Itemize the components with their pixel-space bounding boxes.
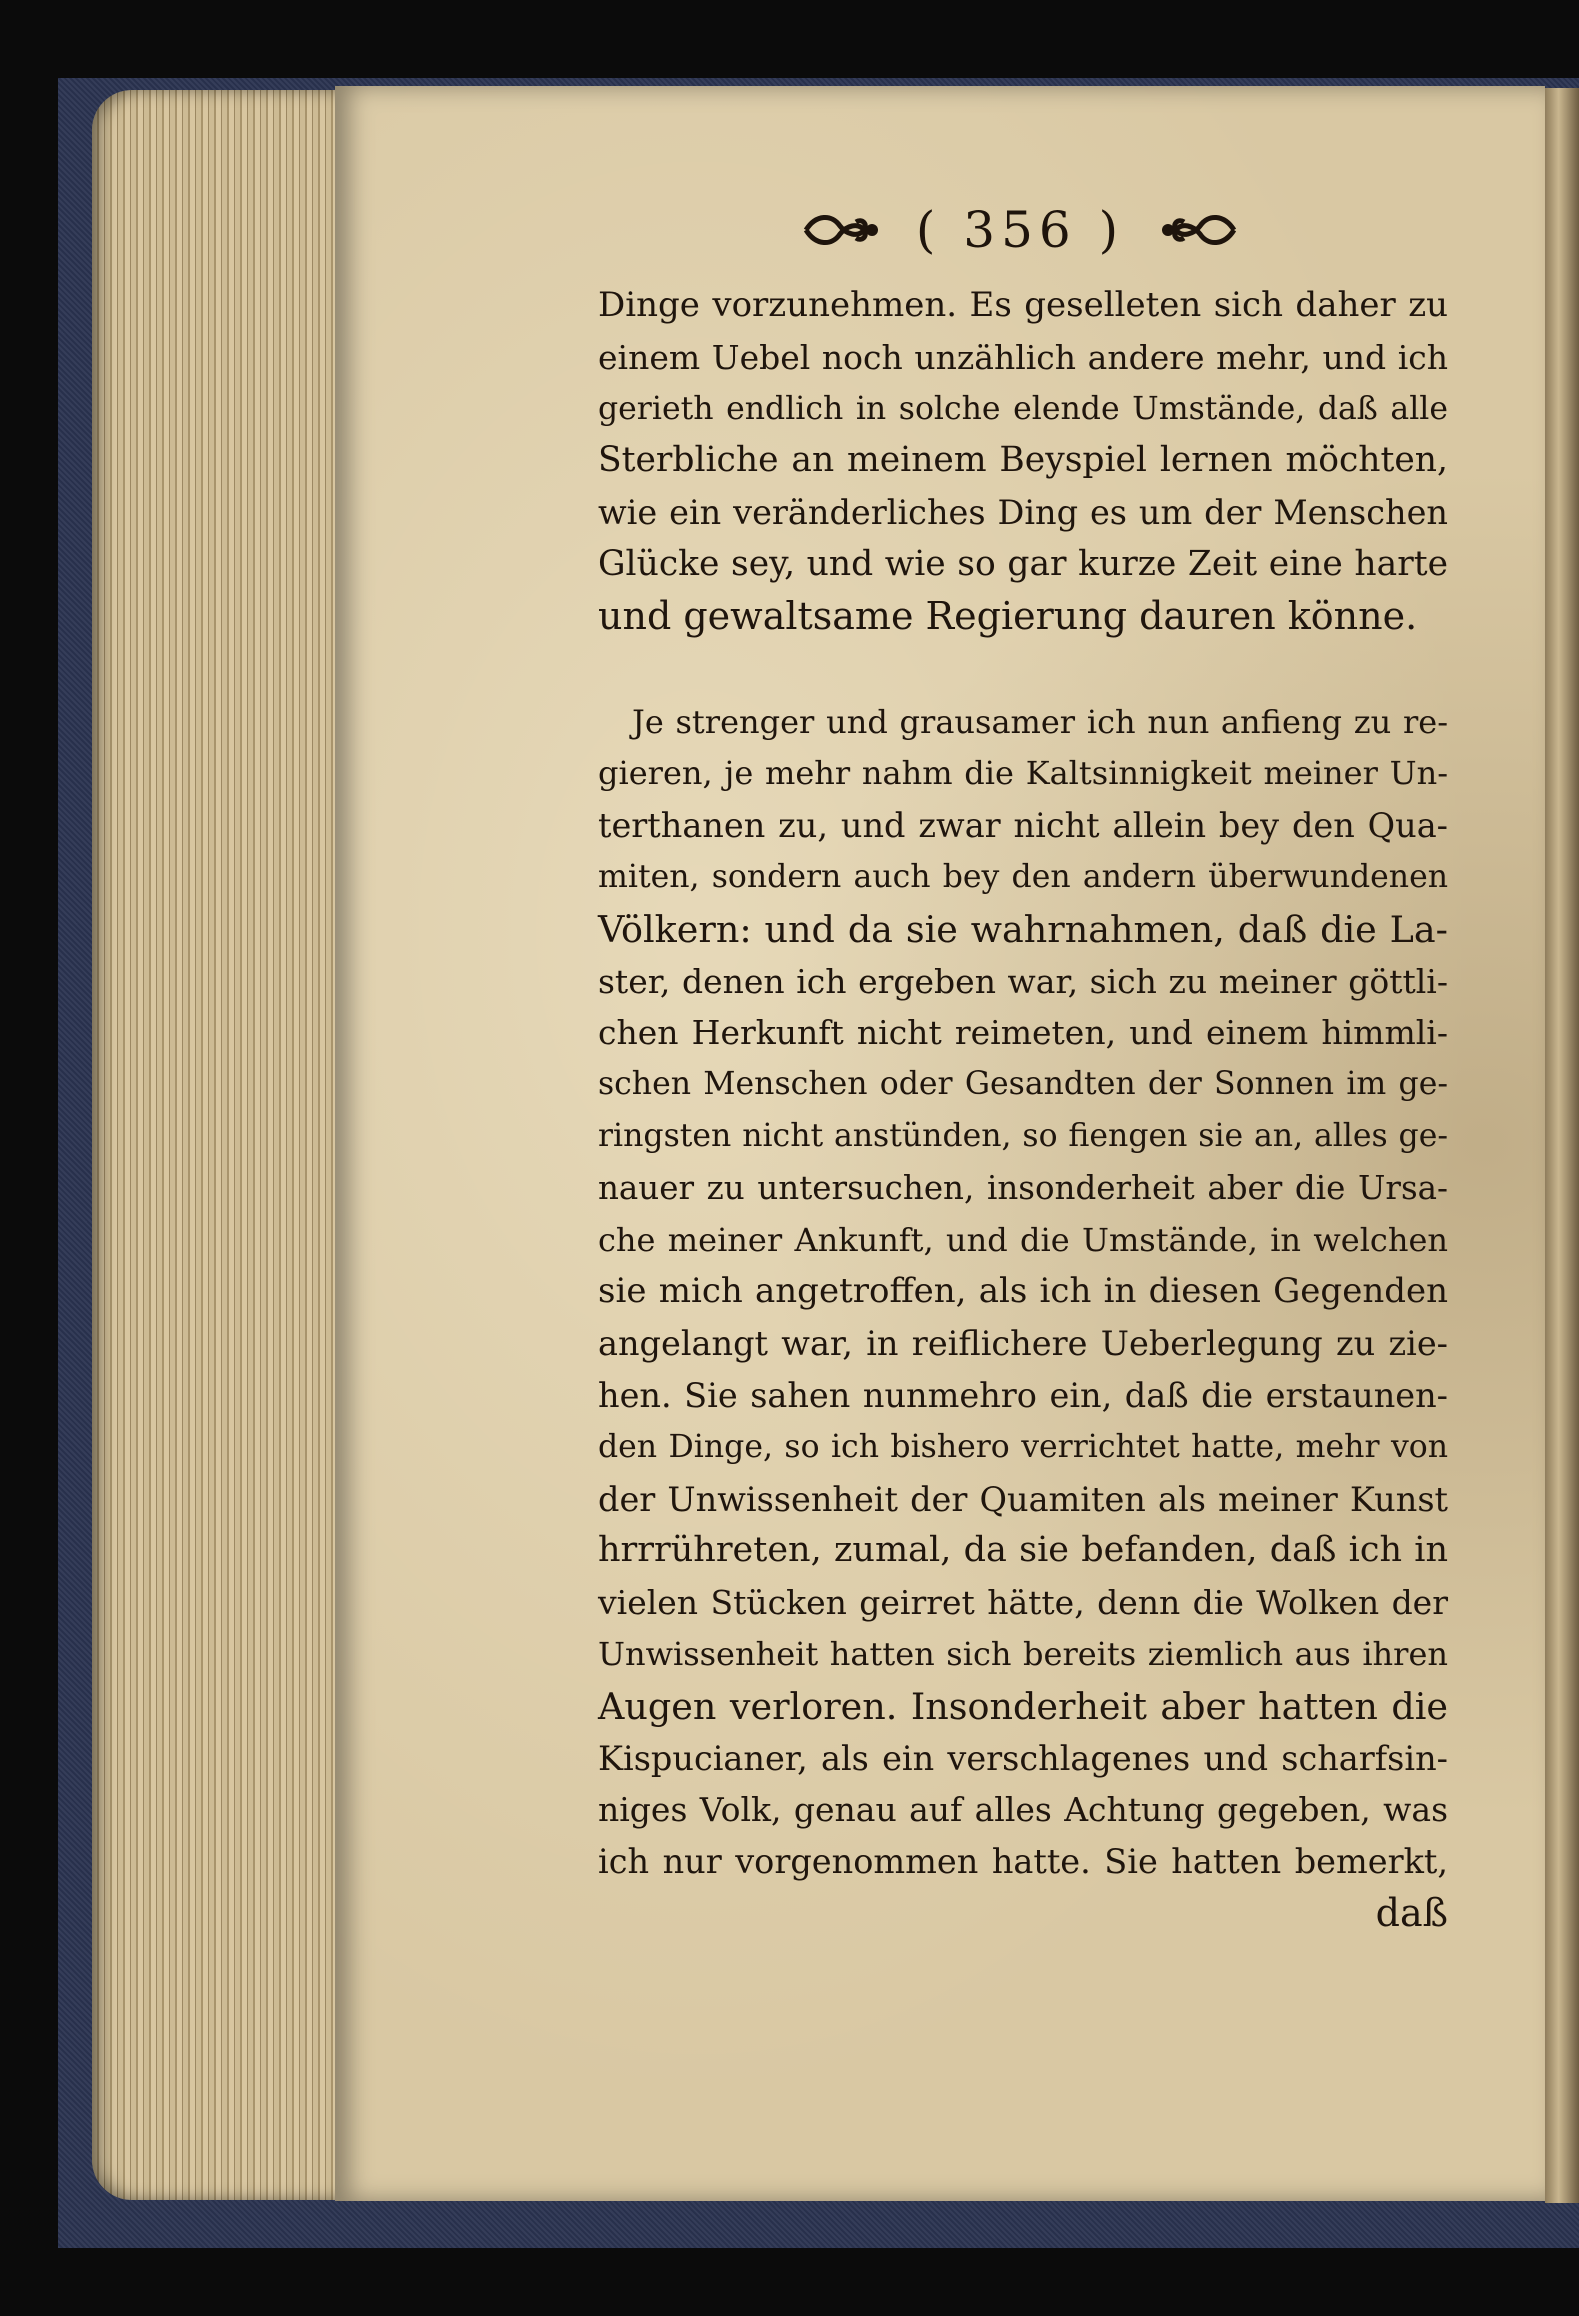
text-line: nauer zu untersuchen, insonderheit aber die Ursa-	[598, 1168, 1448, 1207]
text-line: angelangt war, in reiflichere Ueberlegung zu zie-	[598, 1324, 1448, 1364]
paragraph-gap	[598, 643, 1448, 697]
left-ornament-icon	[802, 208, 882, 252]
text-line: sie mich angetroffen, als ich in diesen Gegenden	[598, 1271, 1448, 1312]
text-line: Völkern: und da sie wahrnahmen, daß die La-	[598, 907, 1448, 951]
catchword: daß	[1375, 1890, 1448, 1935]
text-line: terthanen zu, und zwar nicht allein bey den Qua-	[598, 806, 1448, 846]
text-line: chen Herkunft nicht reimeten, und einem himmli-	[598, 1013, 1448, 1053]
page-number: ( 356 )	[915, 201, 1125, 259]
text-line: Dinge vorzunehmen. Es geselleten sich daher zu	[598, 285, 1448, 325]
text-line: gerieth endlich in solche elende Umstände, daß alle	[598, 390, 1448, 427]
page-gutter	[1545, 88, 1579, 2203]
text-line: Augen verloren. Insonderheit aber hatten die	[598, 1684, 1448, 1728]
text-line: Glücke sey, und wie so gar kurze Zeit eine harte	[598, 543, 1448, 584]
text-line: Je strenger und grausamer ich nun anfieng zu re-	[632, 702, 1448, 741]
text-line: der Unwissenheit der Quamiten als meiner Kunst	[598, 1479, 1448, 1519]
text-line: hen. Sie sahen nunmehro ein, daß die erstaunen-	[598, 1375, 1448, 1415]
page-edges	[92, 90, 347, 2200]
right-ornament-icon	[1158, 208, 1238, 252]
text-line: vielen Stücken geirret hätte, denn die Wolken der	[598, 1583, 1448, 1623]
paragraph-2	[598, 697, 1448, 1888]
text-line: den Dinge, so ich bishero verrichtet hatte, mehr von	[598, 1428, 1448, 1465]
text-line: Unwissenheit hatten sich bereits ziemlich aus ihren	[598, 1634, 1448, 1673]
text-line: wie ein veränderliches Ding es um der Menschen	[598, 493, 1448, 533]
text-line: schen Menschen oder Gesandten der Sonnen im ge-	[598, 1066, 1448, 1103]
text-line: Sterbliche an meinem Beyspiel lernen möchten,	[598, 440, 1448, 481]
body-text	[598, 280, 1448, 1940]
text-line: niges Volk, genau auf alles Achtung gegeben, was	[598, 1790, 1448, 1830]
paragraph-1	[598, 280, 1448, 643]
text-line: hrrrühreten, zumal, da sie befanden, daß ich in	[598, 1530, 1448, 1571]
text-line: ich nur vorgenommen hatte. Sie hatten bemerkt,	[598, 1842, 1448, 1882]
text-line: einem Uebel noch unzählich andere mehr, und ich	[598, 337, 1448, 377]
text-line: gieren, je mehr nahm die Kaltsinnigkeit meiner Un-	[598, 754, 1448, 793]
text-line: ringsten nicht anstünden, so fiengen sie an, alles ge-	[598, 1117, 1448, 1154]
page-header	[770, 190, 1270, 270]
text-line: miten, sondern auch bey den andern überwundenen	[598, 858, 1448, 895]
text-line: Kispucianer, als ein verschlagenes und scharfsin-	[598, 1738, 1448, 1778]
text-line: che meiner Ankunft, und die Umstände, in welchen	[598, 1220, 1448, 1259]
text-line: ster, denen ich ergeben war, sich zu meiner göttli-	[598, 961, 1448, 1001]
text-line: und gewaltsame Regierung dauren könne.	[598, 593, 1418, 638]
